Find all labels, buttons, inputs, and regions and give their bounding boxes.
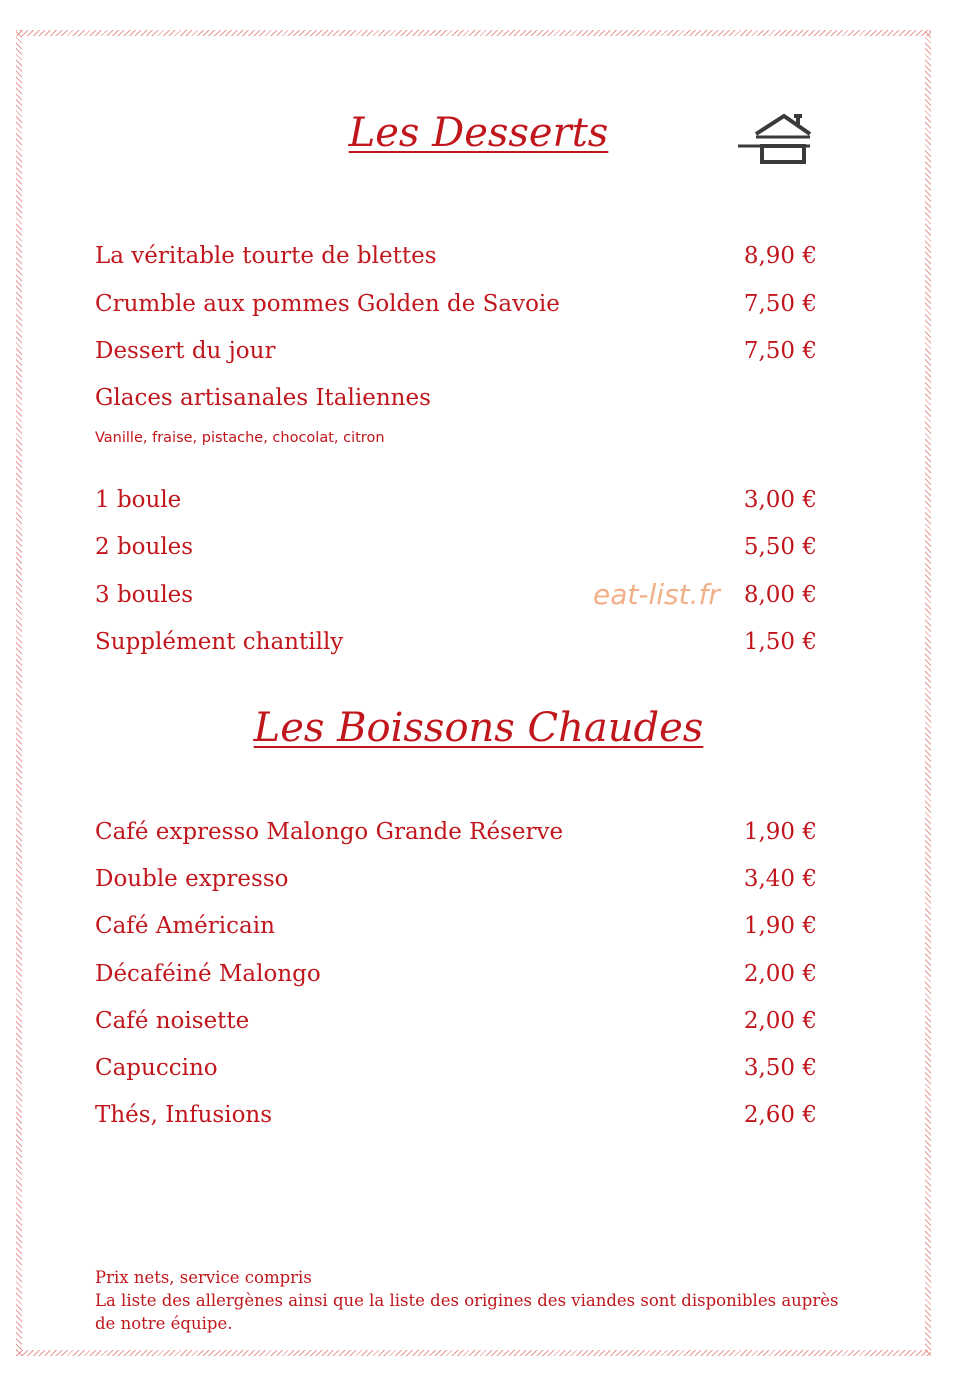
house-icon — [736, 112, 812, 166]
item-name: 3 boules — [95, 582, 194, 608]
menu-item — [95, 1099, 817, 1131]
item-price: 3,00 € — [743, 487, 817, 513]
item-price: 3,40 € — [743, 866, 817, 892]
border-top — [16, 30, 931, 36]
item-price: 5,50 € — [743, 534, 817, 560]
item-name: Capuccino — [95, 1055, 218, 1081]
menu-item — [95, 335, 817, 367]
menu-item — [95, 863, 817, 895]
item-name: 1 boule — [95, 487, 182, 513]
item-name: 2 boules — [95, 534, 194, 560]
item-price: 2,60 € — [743, 1102, 817, 1128]
item-price: 2,00 € — [743, 961, 817, 987]
item-name: Café noisette — [95, 1008, 250, 1034]
footer-line: Prix nets, service compris — [95, 1268, 312, 1287]
border-right — [925, 30, 931, 1356]
menu-item — [95, 958, 817, 990]
menu-item — [95, 1052, 817, 1084]
item-price: 7,50 € — [743, 291, 817, 317]
menu-item — [95, 240, 817, 272]
item-name: Café Américain — [95, 913, 275, 939]
item-price: 1,90 € — [743, 819, 817, 845]
item-name: Double expresso — [95, 866, 289, 892]
item-price: 1,90 € — [743, 913, 817, 939]
item-name: Dessert du jour — [95, 338, 276, 364]
item-price: 2,00 € — [743, 1008, 817, 1034]
item-price: 3,50 € — [743, 1055, 817, 1081]
item-name: Supplément chantilly — [95, 629, 344, 655]
menu-item — [95, 816, 817, 848]
item-name: Café expresso Malongo Grande Réserve — [95, 819, 564, 845]
menu-item — [95, 484, 817, 516]
menu-item — [95, 626, 817, 658]
menu-item — [95, 910, 817, 942]
menu-item — [95, 382, 817, 414]
item-price: 1,50 € — [743, 629, 817, 655]
item-name: Décaféiné Malongo — [95, 961, 321, 987]
item-price: 7,50 € — [743, 338, 817, 364]
menu-item — [95, 288, 817, 320]
item-price: 8,90 € — [743, 243, 817, 269]
border-left — [16, 30, 22, 1356]
menu-item — [95, 1005, 817, 1037]
page-border — [16, 30, 931, 1356]
footer-line: de notre équipe. — [95, 1314, 233, 1333]
glaces-flavours-note: Vanille, fraise, pistache, chocolat, citron — [95, 430, 385, 446]
item-name: Crumble aux pommes Golden de Savoie — [95, 291, 560, 317]
section-title-desserts: Les Desserts — [348, 110, 609, 156]
item-name: Thés, Infusions — [95, 1102, 273, 1128]
item-name: La véritable tourte de blettes — [95, 243, 437, 269]
section-title-boissons: Les Boissons Chaudes — [253, 705, 704, 751]
menu-item — [95, 531, 817, 563]
footer-line: La liste des allergènes ainsi que la liste des origines des viandes sont disponibles auprès — [95, 1291, 839, 1310]
border-bottom — [16, 1350, 931, 1356]
item-price: 8,00 € — [743, 582, 817, 608]
watermark: eat-list.fr — [593, 578, 720, 611]
footer-notes — [95, 1266, 875, 1335]
item-name: Glaces artisanales Italiennes — [95, 385, 431, 411]
